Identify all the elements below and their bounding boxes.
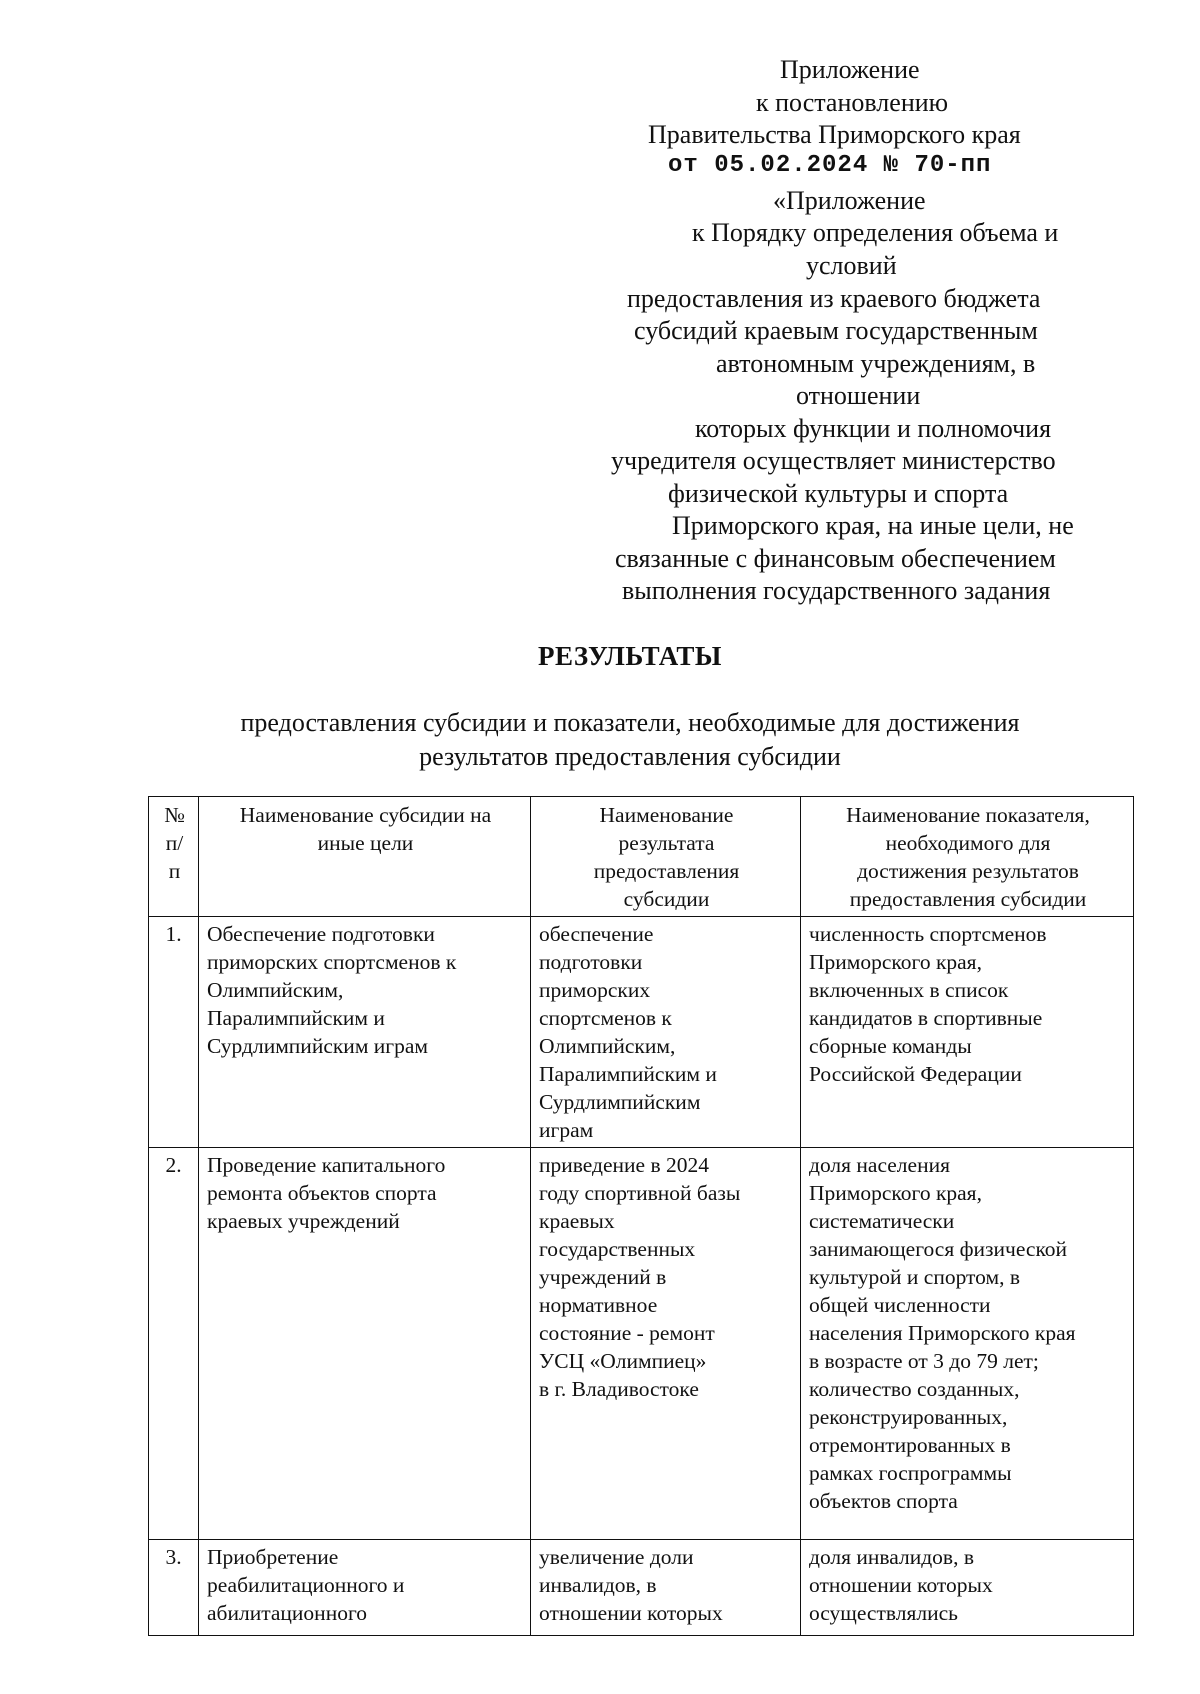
subsidy-cell	[199, 917, 531, 1148]
subsidy-cell	[199, 1540, 531, 1636]
decree-number: от 05.02.2024 № 70-пп	[668, 152, 992, 179]
header-indicator-name-text: Наименование показателя, необходимого для достижения результатов предоставления субсидии	[846, 803, 1090, 911]
result-text: приведение в 2024 году спортивной базы краевых государственных учреждений в нормативное состояние - ремонт УСЦ «Олимпиец» в г. Владивостоке	[539, 1153, 741, 1401]
row-number: 2.	[165, 1153, 182, 1177]
appendix-line-6: автономным учреждениям, в	[716, 349, 1036, 378]
subsidy-cell	[199, 1148, 531, 1540]
row-number: 3.	[165, 1545, 182, 1569]
indicator-cell	[801, 1540, 1134, 1636]
row-number-cell	[149, 917, 199, 1148]
indicator-cell	[801, 1148, 1134, 1540]
subsidy-text: Приобретение реабилитационного и абилитационного	[207, 1545, 405, 1625]
subsidy-text: Обеспечение подготовки приморских спортсменов к Олимпийским, Паралимпийским и Сурдлимпийским играм	[207, 922, 457, 1058]
result-cell	[531, 917, 801, 1148]
table-row	[149, 1148, 1134, 1540]
indicator-text: доля инвалидов, в отношении которых осуществлялись	[809, 1545, 993, 1625]
header-line-3: Правительства Приморского края	[648, 120, 1021, 149]
row-number: 1.	[165, 922, 182, 946]
indicator-text: доля населения Приморского края, систематически занимающегося физической культурой и спортом, в общей численности населения Приморского края в возрасте от 3 до 79 лет; количество созданных, реконструированных, отремонтированных в рамках госпрограммы объектов спорта	[809, 1153, 1076, 1513]
appendix-line-10: физической культуры и спорта	[668, 479, 1009, 508]
table-row	[149, 1540, 1134, 1636]
appendix-line-4: предоставления из краевого бюджета	[627, 284, 1041, 313]
appendix-line-5: субсидий краевым государственным	[634, 316, 1038, 345]
table-row	[149, 917, 1134, 1148]
results-table	[148, 796, 1134, 1636]
header-indicator-name	[801, 797, 1134, 917]
appendix-line-1: «Приложение	[773, 186, 926, 215]
result-cell	[531, 1540, 801, 1636]
result-text: обеспечение подготовки приморских спортсменов к Олимпийским, Паралимпийским и Сурдлимпийским играм	[539, 922, 717, 1142]
appendix-line-11: Приморского края, на иные цели, не	[672, 511, 1074, 540]
header-line-1: Приложение	[780, 55, 920, 84]
subtitle-line-1: предоставления субсидии и показатели, необходимые для достижения	[240, 708, 1020, 737]
result-cell	[531, 1148, 801, 1540]
header-result-name	[531, 797, 801, 917]
appendix-line-2: к Порядку определения объема и	[692, 218, 1059, 247]
header-line-2: к постановлению	[756, 88, 949, 117]
result-text: увеличение доли инвалидов, в отношении которых	[539, 1545, 723, 1625]
header-number-text: № п/ п	[164, 803, 185, 883]
subsidy-text: Проведение капитального ремонта объектов спорта краевых учреждений	[207, 1153, 446, 1233]
appendix-line-7: отношении	[796, 381, 921, 410]
header-subsidy-name	[199, 797, 531, 917]
indicator-cell	[801, 917, 1134, 1148]
subtitle-line-2: результатов предоставления субсидии	[419, 742, 841, 771]
indicator-text: численность спортсменов Приморского края, включенных в список кандидатов в спортивные сборные команды Российской Федерации	[809, 922, 1047, 1086]
document-title: РЕЗУЛЬТАТЫ	[538, 641, 722, 671]
appendix-line-8: которых функции и полномочия	[695, 414, 1052, 443]
appendix-line-13: выполнения государственного задания	[622, 576, 1051, 605]
appendix-line-3: условий	[806, 251, 897, 280]
header-number	[149, 797, 199, 917]
table-header-row	[149, 797, 1134, 917]
appendix-line-9: учредителя осуществляет министерство	[611, 446, 1056, 475]
appendix-line-12: связанные с финансовым обеспечением	[615, 544, 1056, 573]
header-result-name-text: Наименование результата предоставления субсидии	[593, 803, 740, 911]
row-number-cell	[149, 1148, 199, 1540]
header-subsidy-name-text: Наименование субсидии на иные цели	[239, 803, 492, 855]
row-number-cell	[149, 1540, 199, 1636]
